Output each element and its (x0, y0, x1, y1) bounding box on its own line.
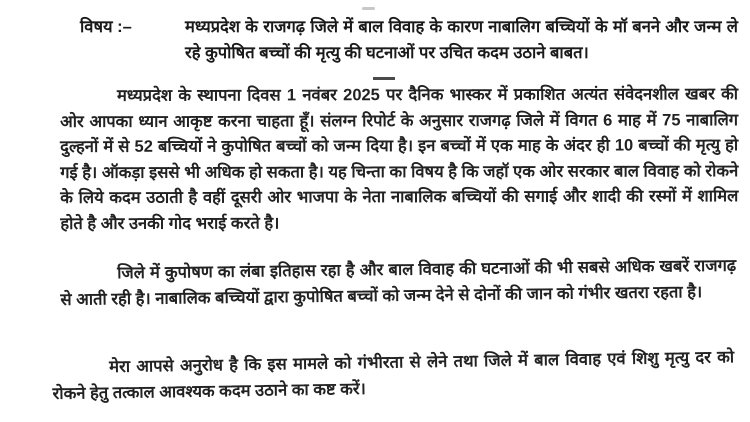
subject-text: मध्यप्रदेश के राजगढ़ जिले में बाल विवाह के कारण नाबालिग बच्चियों के मॉ बनने और जन्म ले रहे कुपोषित बच्चों की मृत्यु की घटनाओं पर उचित कदम उठाने बाबत। (185, 18, 738, 62)
subject-row (80, 14, 738, 66)
body-paragraph-1: मध्यप्रदेश के स्थापना दिवस 1 नवंबर 2025 पर दैनिक भास्कर में प्रकाशित अत्यंत संवेदनशील खबर की ओर आपका ध्यान आकृष्ट करना चाहता हूँ। संलग्न रिपोर्ट के अनुसार राजगढ़ जिले में विगत 6 माह में 75 नाबालिग दुल्हनों में से 52 बच्चियों ने कुपोषित बच्चों को जन्म दिया है। इन बच्चों में एक माह के अंदर ही 10 बच्चों की मृत्यु हो गई है। ऑकड़ा इससे भी अधिक हो सकता है। यह चिन्ता का विषय है कि जहॉ एक ओर सरकार बाल विवाह को रोकने के लिये कदम उठाती है वहीं दूसरी ओर भाजपा के नेता नाबालिक बच्चियों की सगाई और शादी की रस्मों में शामिल होते है और उनकी गोद भराई करते है। (60, 85, 739, 233)
subject-end-dash-mark (373, 77, 395, 80)
subject-label: विषय :– (80, 18, 132, 36)
body-paragraph-2: जिले में कुपोषण का लंबा इतिहास रहा है और बाल विवाह की घटनाओं की भी सबसे अधिक खबरें राजगढ़ से आती रही है। नाबालिक बच्चियों द्वारा कुपोषित बच्चों को जन्म देने से दोनों की जान को गंभीर खतरा रहता है। (60, 256, 737, 309)
scan-smudge-mark (362, 7, 375, 10)
body-paragraph-3: मेरा आपसे अनुरोध है कि इस मामले को गंभीरता से लेने तथा जिले में बाल विवाह एवं शिशु मृत्यु दर को रोकने हेतु तत्काल आवश्यक कदम उठाने का कष्ट करें। (52, 348, 735, 403)
